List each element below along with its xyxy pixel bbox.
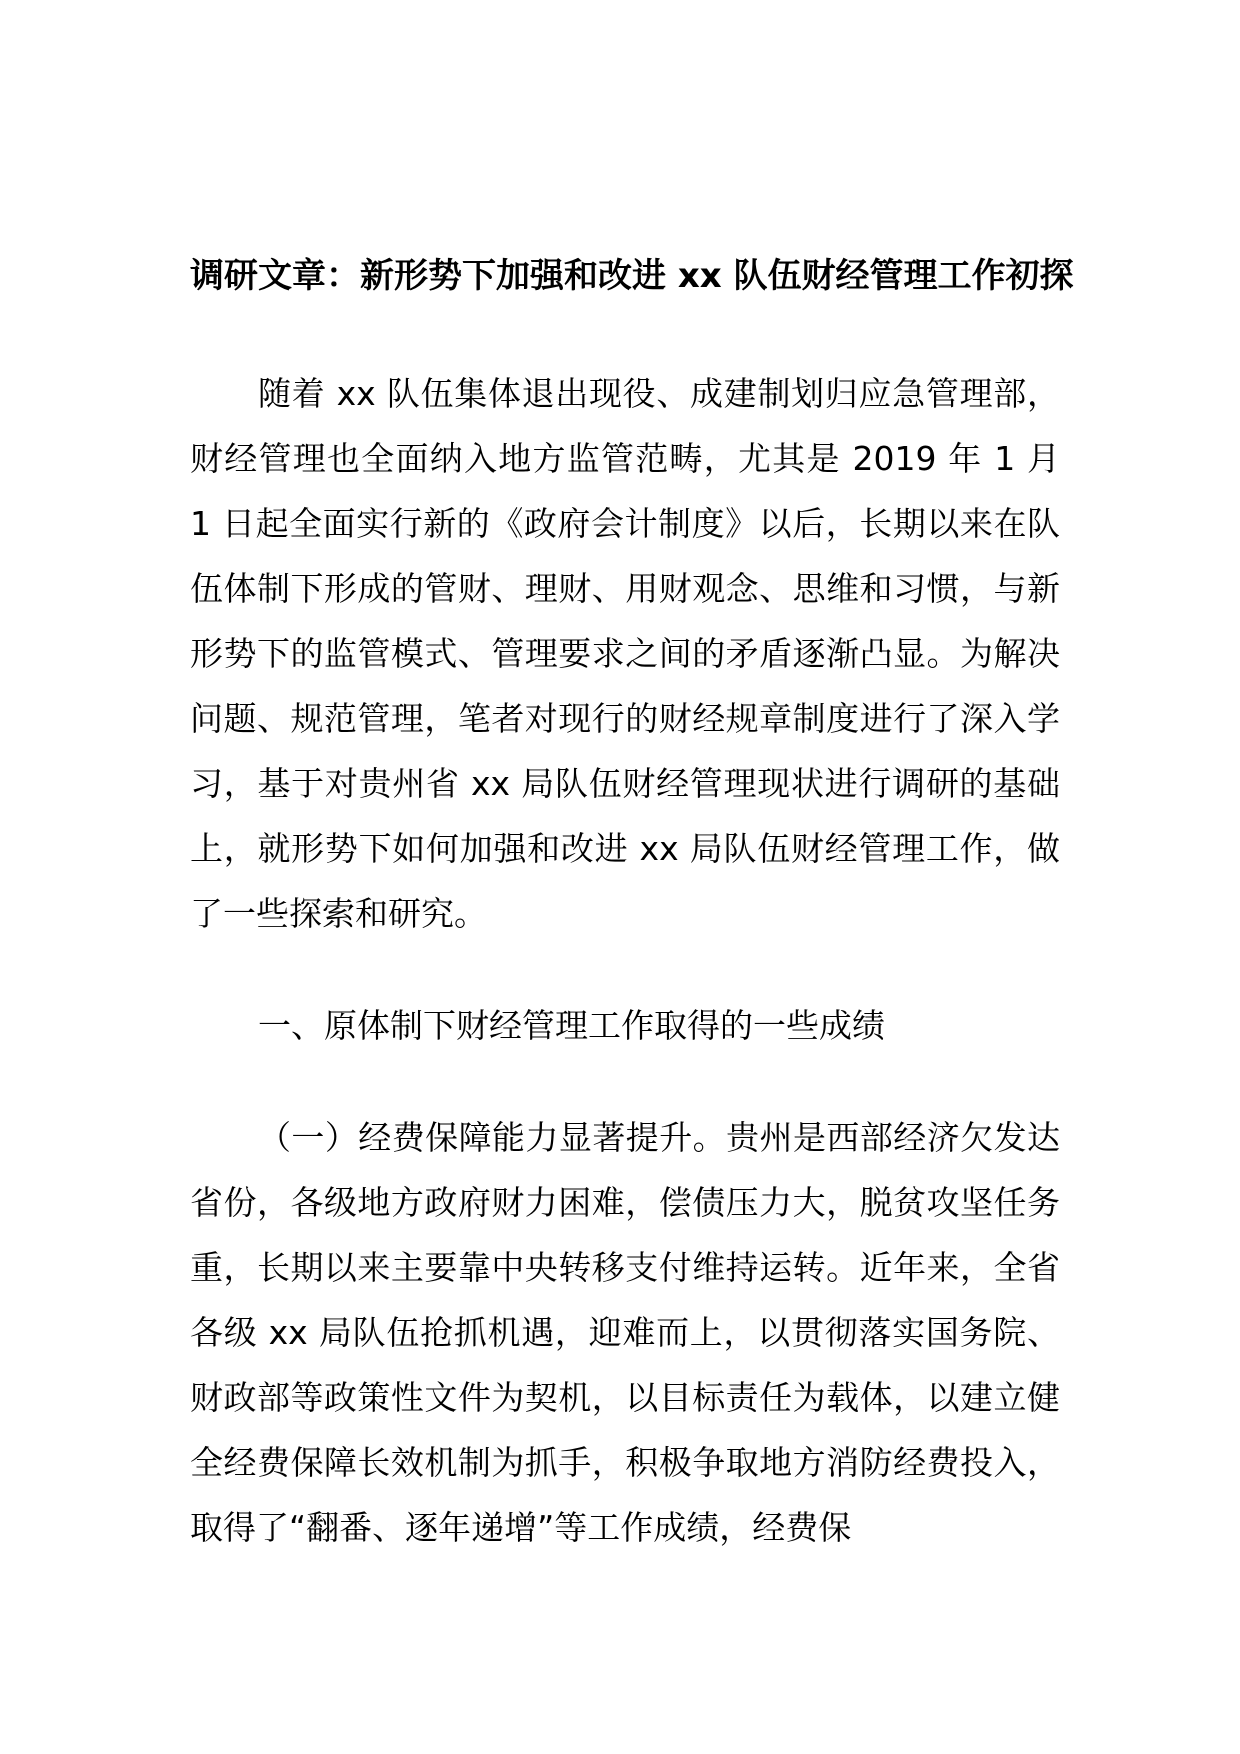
intro-paragraph: 随着 xx 队伍集体退出现役、成建制划归应急管理部，财经管理也全面纳入地方监管范畴，尤其是 2019 年 1 月 1 日起全面实行新的《政府会计制度》以后，长期以来在队伍体制下形成的管财、理财、用财观念、思维和习惯，与新形势下的监管模式、管理要求之间的矛盾逐渐凸显。为解决问题、规范管理，笔者对现行的财经规章制度进行了深入学习，基于对贵州省 xx 局队伍财经管理现状进行调研的基础上，就形势下如何加强和改进 xx 局队伍财经管理工作，做了一些探索和研究。 (190, 374, 1060, 933)
subsection-paragraph: （一）经费保障能力显著提升。贵州是西部经济欠发达省份，各级地方政府财力困难，偿债压力大，脱贫攻坚任务重，长期以来主要靠中央转移支付维持运转。近年来，全省各级 xx 局队伍抢抓机遇，迎难而上，以贯彻落实国务院、财政部等政策性文件为契机，以目标责任为载体，以建立健全经费保障长效机制为抓手，积极争取地方消防经费投入，取得了“翻番、逐年递增”等工作成绩，经费保 (190, 1118, 1060, 1547)
section-heading: 一、原体制下财经管理工作取得的一些成绩 (258, 1006, 885, 1045)
document-title: 调研文章：新形势下加强和改进 xx 队伍财经管理工作初探 (190, 256, 1074, 296)
